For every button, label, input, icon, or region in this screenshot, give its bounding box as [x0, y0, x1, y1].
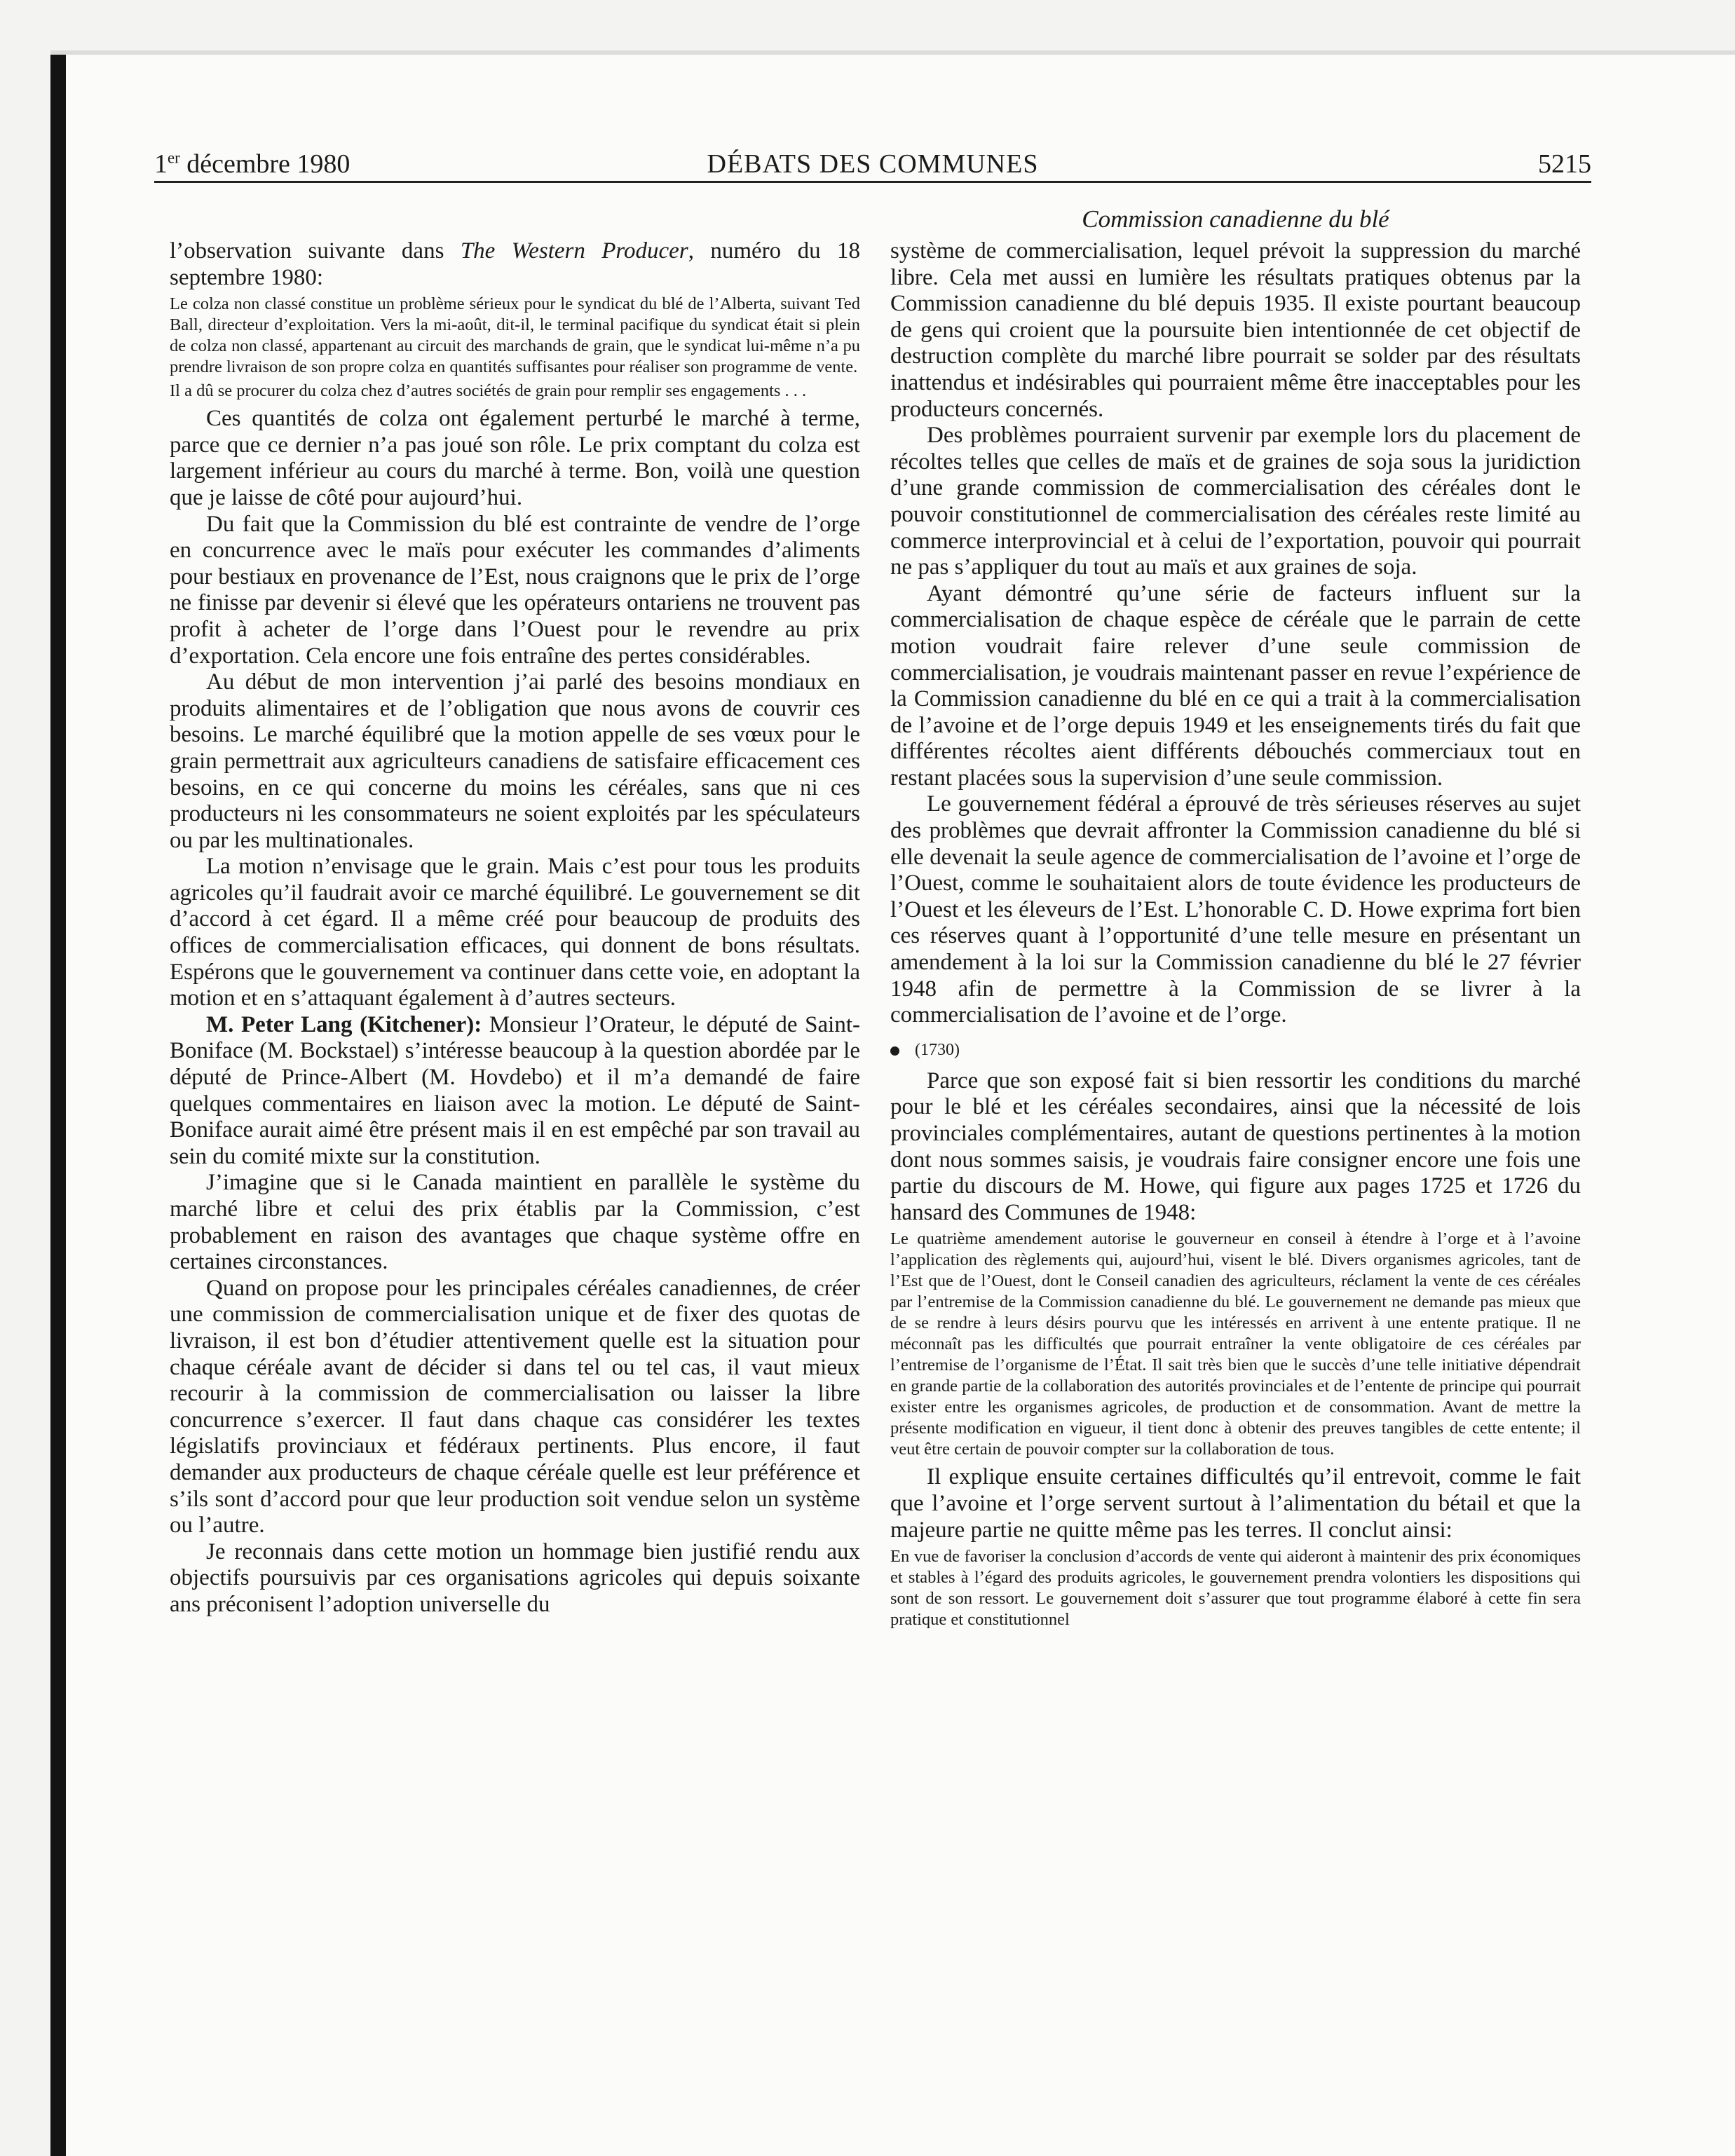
left-paragraph-3: Du fait que la Commission du blé est contrainte de vendre de l’orge en concurrence avec le maïs pour exécuter les commandes d’aliments pour bestiaux en provenance de l’Est, nous craignons que le prix de l’orge ne finisse par devenir si élevé que les opérateurs ontariens ne trouvent pas profit à acheter de l’orge dans l’Ouest pour le revendre au prix d’exportation. Cela encore une fois entraîne des pertes considérables. — [170, 511, 860, 669]
left-paragraph-5: La motion n’envisage que le grain. Mais c’est pour tous les produits agricoles qu’il faudrait avoir ce marché équilibré. Le gouvernement se dit d’accord à cet égard. Il a même créé pour beaucoup de produits des offices de commercialisation efficaces, qui donnent de bons résultats. Espérons que le gouvernement va continuer dans cette voie, en adoptant la motion et en s’attaquant également à d’autres secteurs. — [170, 854, 860, 1011]
left-paragraph-2: Ces quantités de colza ont également perturbé le marché à terme, parce que ce dernier n’a pas joué son rôle. Le prix comptant du colza est largement inférieur au cours du marché à terme. Bon, voilà une question que je laisse de côté pour aujourd’hui. — [170, 406, 860, 510]
left-paragraph-6: M. Peter Lang (Kitchener): Monsieur l’Orateur, le député de Saint-Boniface (M. Bockstael) s’intéresse beaucoup à la question abordée par le député de Prince-Albert (M. Hovdebo) et il m’a demandé de faire quelques commentaires en liaison avec la motion. Le député de Saint-Boniface aurait aimé être présent mais il en est empêché par son travail au sein du comité mixte sur la constitution. — [170, 1011, 861, 1169]
right-paragraph-1: système de commercialisation, lequel prévoit la suppression du marché libre. Cela met aussi en lumière les résultats pratiques obtenus par la Commission canadienne du blé depuis 1935. Il existe pourtant beaucoup de gens qui croient que la poursuite bien intentionnée de cet objectif de destruction complète du marché libre pourrait se solder par des résultats inattendus et indésirables qui pourraient même être inacceptables pour les producteurs concernés. — [890, 238, 1581, 422]
left-paragraph-9: Je reconnais dans cette motion un hommage bien justifié rendu aux objectifs poursuivis par ces organisations agricoles qui depuis soixante ans préconisent l’adoption universelle du — [170, 1538, 860, 1617]
quote-western-producer — [170, 294, 860, 402]
right-paragraph-6: Il explique ensuite certaines difficultés qu’il entrevoit, comme le fait que l’avoine et l’orge servent surtout à l’alimentation du bétail et que la majeure partie ne quitte même pas les terres. Il conclut ainsi: — [890, 1464, 1581, 1543]
page-number: 5215 — [1538, 149, 1591, 179]
header-rule — [154, 181, 1591, 183]
quote-howe-2 — [890, 1546, 1581, 1630]
time-marker: (1730) — [890, 1035, 1581, 1065]
left-paragraph-4: Au début de mon intervention j’ai parlé des besoins mondiaux en produits alimentaires et de l’obligation que nous avons de couvrir ces besoins. Le marché équilibré que la motion appelle de ses vœux pour le grain permettrait aux agriculteurs canadiens de satisfaire efficacement ces besoins, en ce qui concerne du moins les céréales, sans que ni ces producteurs ni les consommateurs ne soient exploités par les spéculateurs ou par les multinationales. — [170, 669, 860, 853]
left-paragraph-8: Quand on propose pour les principales céréales canadiennes, de créer une commission de commercialisation unique et de fixer des quotas de livraison, il est bon d’étudier attentivement quelle est la situation pour chaque céréale avant de décider si dans tel ou tel cas, il vaut mieux recourir à la commission de commercialisation ou laisser la libre concurrence s’exercer. Il faut dans chaque cas considérer les textes législatifs provinciaux et fédéraux pertinents. Plus encore, il faut demander aux producteurs de chaque céréale quelle est leur préférence et s’ils sont d’accord pour que leur production soit vendue selon un système ou l’autre. — [170, 1275, 860, 1538]
quote-howe-1 — [890, 1229, 1581, 1460]
header-title: DÉBATS DES COMMUNES — [707, 149, 1039, 179]
quote-paragraph: Le colza non classé constitue un problème sérieux pour le syndicat du blé de l’Alberta, suivant Ted Ball, directeur d’exploitation. Vers la mi-août, dit-il, le terminal pacifique du syndicat était si plein de colza non classé, appartenant au circuit des marchands de grain, que le syndicat lui-même n’a pu prendre livraison de son propre colza en quantités suffisantes pour réaliser son programme de vente. — [170, 294, 860, 377]
page-header — [154, 149, 1591, 185]
left-paragraph-1: l’observation suivante dans The Western Producer, numéro du 18 septembre 1980: — [170, 238, 860, 290]
header-date: 1er décembre 1980 — [154, 149, 351, 179]
right-paragraph-3: Ayant démontré qu’une série de facteurs influent sur la commercialisation de chaque espèce de céréale que le parrain de cette motion voudrait faire relever d’une seule commission de commercialisation, je voudrais maintenant passer en revue l’expérience de la Commission canadienne du blé en ce qui a trait à la commercialisation de l’avoine et de l’orge depuis 1949 et les enseignements tirés du fait que différentes récoltes aient différents débouchés commerciaux tout en restant placées sous la supervision d’une seule commission. — [890, 580, 1581, 791]
section-title: Commission canadienne du blé — [1082, 205, 1389, 233]
left-column-spacer — [170, 202, 860, 238]
quote-paragraph: Le quatrième amendement autorise le gouverneur en conseil à étendre à l’orge et à l’avoine l’application des règlements qui, aujourd’hui, visent le blé. Divers organismes agricoles, tant de l’Est que de l’Ouest, dont le Conseil canadien des agriculteurs, réclament la vente de ces céréales par l’entremise de la Commission canadienne du blé. Le gouvernement ne demande pas mieux que de se rendre à leurs désirs pourvu que les intéressés en arrivent à une entente pratique. Il ne méconnaît pas les difficultés que pourrait entraîner la vente obligatoire de ces céréales par l’entremise de l’organisme de l’État. Il sait très bien que le succès d’une telle initiative dépendrait en grande partie de la collaboration des autorités provinciales et de l’entente de principe qui pourrait exister entre les organismes agricoles, de production et de consommation. Avant de mettre la présente modification en vigueur, il tient donc à obtenir des preuves tangibles de cette entente; il veut être certain de pouvoir compter sur la collaboration de tous. — [890, 1229, 1581, 1459]
right-column — [890, 202, 1581, 1635]
bullet-icon — [890, 1046, 899, 1056]
right-paragraph-4: Le gouvernement fédéral a éprouvé de très sérieuses réserves au sujet des problèmes que devrait affronter la Commission canadienne du blé si elle devenait la seule agence de commercialisation de l’avoine et l’orge de l’Ouest, comme le souhaitaient alors de toute évidence les producteurs de l’Ouest et les éleveurs de l’Est. L’honorable C. D. Howe exprima fort bien ces réserves quant à l’opportunité d’une telle mesure en présentant un amendement à la loi sur la Commission canadienne du blé le 27 février 1948 afin de permettre à la Commission de se livrer à la commercialisation de l’avoine et de l’orge. — [890, 791, 1581, 1028]
left-paragraph-7: J’imagine que si le Canada maintient en parallèle le système du marché libre et celui des prix établis par la Commission, c’est probablement en raison des avantages que chaque système offre en certaines circonstances. — [170, 1170, 860, 1275]
right-paragraph-2: Des problèmes pourraient survenir par exemple lors du placement de récoltes telles que celles de maïs et de graines de soja sous la juridiction d’une grande commission de commercialisation des céréales dont le pouvoir constitutionnel de commercialisation des céréales reste limité au commerce interprovincial et à celui de l’exportation, pouvoir qui pourrait ne pas s’appliquer du tout au maïs et aux graines de soja. — [890, 423, 1581, 580]
quote-paragraph: En vue de favoriser la conclusion d’accords de vente qui aideront à maintenir des prix économiques et stables à l’égard des produits agricoles, le gouvernement prendra volontiers les dispositions qui sont de son ressort. Le gouvernement doit s’assurer que tout programme élaboré à cette fin sera pratique et constitutionnel — [890, 1547, 1581, 1630]
left-column — [170, 202, 860, 1618]
speaker-name: M. Peter Lang (Kitchener): — [206, 1011, 482, 1037]
scan-left-edge — [50, 50, 66, 2156]
quote-paragraph: Il a dû se procurer du colza chez d’autres sociétés de grain pour remplir ses engagements . . . — [170, 381, 807, 401]
right-paragraph-5: Parce que son exposé fait si bien ressortir les conditions du marché pour le blé et les céréales secondaires, ainsi que la nécessité de lois provinciales complémentaires, autant de questions pertinentes à la motion dont nous sommes saisis, je voudrais faire consigner encore une fois une partie du discours de M. Howe, qui figure aux pages 1725 et 1726 du hansard des Communes de 1948: — [890, 1067, 1581, 1225]
